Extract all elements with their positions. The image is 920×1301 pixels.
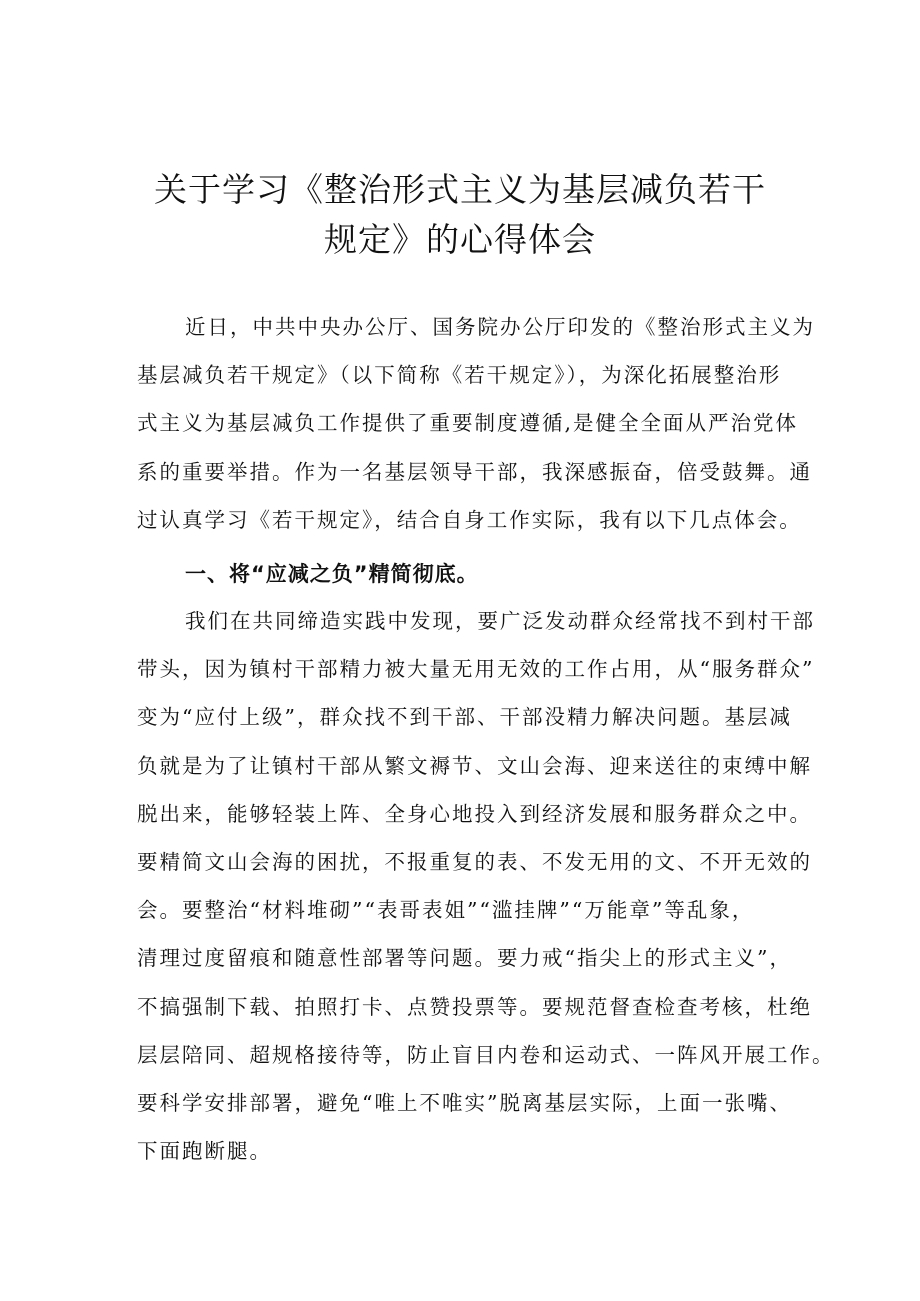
paragraph-line: 负就是为了让镇村干部从繁文褥节、文山会海、迎来送往的束缚中解: [137, 753, 812, 778]
paragraph-line: 过认真学习《若干规定》，结合自身工作实际，我有以下几点体会。: [137, 507, 802, 532]
paragraph-section-1: [137, 597, 835, 1175]
paragraph-line: 清理过度留痕和随意性部署等问题。要力戒“指尖上的形式主义”，: [137, 946, 792, 971]
paragraph-intro: [137, 303, 817, 544]
paragraph-line: 我们在共同缔造实践中发现，要广泛发动群众经常找不到村干部: [185, 609, 815, 633]
paragraph-line: 会。要整治“材料堆砌”“表哥表姐”“滥挂牌”“万能章”等乱象，: [137, 898, 755, 923]
paragraph-line: 不搞强制下载、拍照打卡、点赞投票等。要规范督查检查考核，杜绝: [137, 994, 812, 1019]
document-title-line-2: 规定》的心得体会: [324, 220, 596, 259]
paragraph-line: 下面跑断腿。: [137, 1139, 272, 1164]
paragraph-line: 式主义为基层减负工作提供了重要制度遵循,是健全全面从严治党体: [137, 411, 799, 436]
paragraph-line: 脱出来，能够轻装上阵、全身心地投入到经济发展和服务群众之中。: [137, 801, 812, 826]
paragraph-line: 基层减负若干规定》（以下简称《若干规定》），为深化拓展整治形: [137, 363, 782, 388]
document-title-line-1: 关于学习《整治形式主义为基层减负若干: [154, 170, 766, 209]
paragraph-line: 带头，因为镇村干部精力被大量无用无效的工作占用，从“服务群众”: [137, 657, 815, 682]
paragraph-line: 近日，中共中央办公厅、国务院办公厅印发的《整治形式主义为: [185, 315, 815, 339]
paragraph-line: 层层陪同、超规格接待等，防止盲目内卷和运动式、一阵风开展工作。: [137, 1042, 835, 1067]
paragraph-line: 变为“应付上级”，群众找不到干部、干部没精力解决问题。基层减: [137, 705, 792, 730]
paragraph-line: 要科学安排部署，避免“唯上不唯实”脱离基层实际，上面一张嘴、: [137, 1090, 792, 1115]
paragraph-line: 要精简文山会海的困扰，不报重复的表、不发无用的文、不开无效的: [137, 849, 812, 874]
paragraph-line: 系的重要举措。作为一名基层领导干部，我深感振奋，倍受鼓舞。通: [137, 459, 812, 484]
section-heading-1: 一、将“应减之负”精简彻底。: [185, 562, 479, 586]
